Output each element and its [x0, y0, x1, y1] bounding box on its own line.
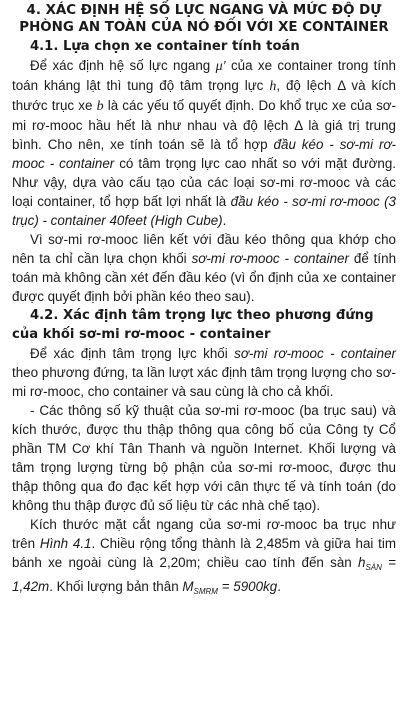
symbol-b: b: [96, 99, 104, 114]
section-4-1-paragraph-1: [12, 56, 396, 230]
text: của xe container trong tính toán kháng lật thì tung độ tâm trọng lực: [12, 58, 396, 93]
value: = 1,42m: [12, 555, 397, 594]
text: là các yếu tố quyết định. Do khổ trục xe của sơ-mi rơ-mooc hầu hết là như nhau và độ lệch Δ là giá trị trung bình. Cho nên, xe tính toán sẽ là tổ hợp: [12, 98, 397, 152]
emphasis: sơ-mi rơ-mooc - container: [234, 346, 397, 361]
emphasis: sơ-mi rơ-mooc - container: [191, 251, 349, 266]
section-4-2-title: 4.2. Xác định tâm trọng lực theo phương đứng của khối sơ-mi rơ-mooc - container: [12, 308, 374, 342]
section-4-title: 4. XÁC ĐỊNH HỆ SỐ LỰC NGANG VÀ MỨC ĐỘ DỰ PHÒNG AN TOÀN CỦA NÓ ĐỐI VỚI XE CONTAINER: [19, 3, 389, 35]
text: Vì sơ-mi rơ-mooc liên kết với đầu kéo thông qua khớp cho nên ta chỉ cần lựa chọn khối: [12, 232, 396, 266]
text: .: [222, 213, 227, 228]
text: , độ lệch Δ và kích thước trục xe: [12, 78, 397, 113]
text: Kích thước mặt cắt ngang của sơ-mi rơ-mooc ba trục như trên: [12, 517, 396, 551]
text: . Khối lượng bản thân: [49, 579, 183, 594]
text: theo phương đứng, ta lần lượt xác định tâm trọng lượng cho sơ-mi rơ-mooc, cho container và sau cùng là cho cả khối.: [12, 365, 396, 399]
value: = 5900kg: [217, 579, 278, 594]
subscript: SMRM: [193, 587, 218, 596]
symbol-h: h: [358, 555, 366, 570]
subscript: SÀN: [365, 563, 382, 572]
emphasis: đầu kéo - sơ-mi rơ-mooc (3 trục) - container 40feet (High Cube): [12, 194, 396, 228]
text: . Chiều rộng tổng thành là 2,485m và giữa hai tim bánh xe ngoài cùng là 2,20m; chiều cao tính đến sàn: [12, 536, 396, 570]
text: để tính toán mà không cần xét đến đầu kéo (vì ổn định của xe container được quyết định bởi phần kéo theo sau).: [12, 251, 397, 304]
section-4-2-paragraph-1: [12, 344, 396, 401]
symbol-h: h: [269, 79, 277, 94]
emphasis: đầu kéo - sơ-mi rơ-mooc - container: [12, 137, 397, 171]
section-4-2-paragraph-3: [12, 515, 396, 601]
section-4-2-paragraph-2: - Các thông số kỹ thuật của sơ-mi rơ-mooc (ba trục sau) và kích thước, được thu thập thông qua công bố của Công ty Cổ phần TM Cơ khí Tân Thanh và nguồn Internet. Khối lượng và tâm trọng lượng từng bộ phận của sơ-mi rơ-mooc, được thu thập thông qua đo đạc kết hợp với cân thực tế và tính toán (do không thu thập được đủ số liệu từ các nhà chế tạo).: [12, 403, 396, 513]
section-4-1-paragraph-2: [12, 230, 396, 306]
text: .: [277, 579, 281, 594]
text: Để xác định hệ số lực ngang: [30, 58, 216, 73]
text: Để xác định tâm trọng lực khối: [30, 346, 235, 361]
text: có tâm trọng lực cao nhất so với mặt đường. Như vậy, dựa vào cấu tạo của các loại sơ-mi rơ-mooc và các loại container, tổ hợp bất lợi nhất là: [12, 156, 397, 209]
symbol-m: M: [182, 579, 194, 594]
section-4-1-title: 4.1. Lựa chọn xe container tính toán: [30, 39, 300, 54]
formula-m-smrm: [182, 579, 277, 594]
figure-reference: Hình 4.1: [39, 536, 92, 551]
symbol-mu: μ': [215, 59, 226, 74]
